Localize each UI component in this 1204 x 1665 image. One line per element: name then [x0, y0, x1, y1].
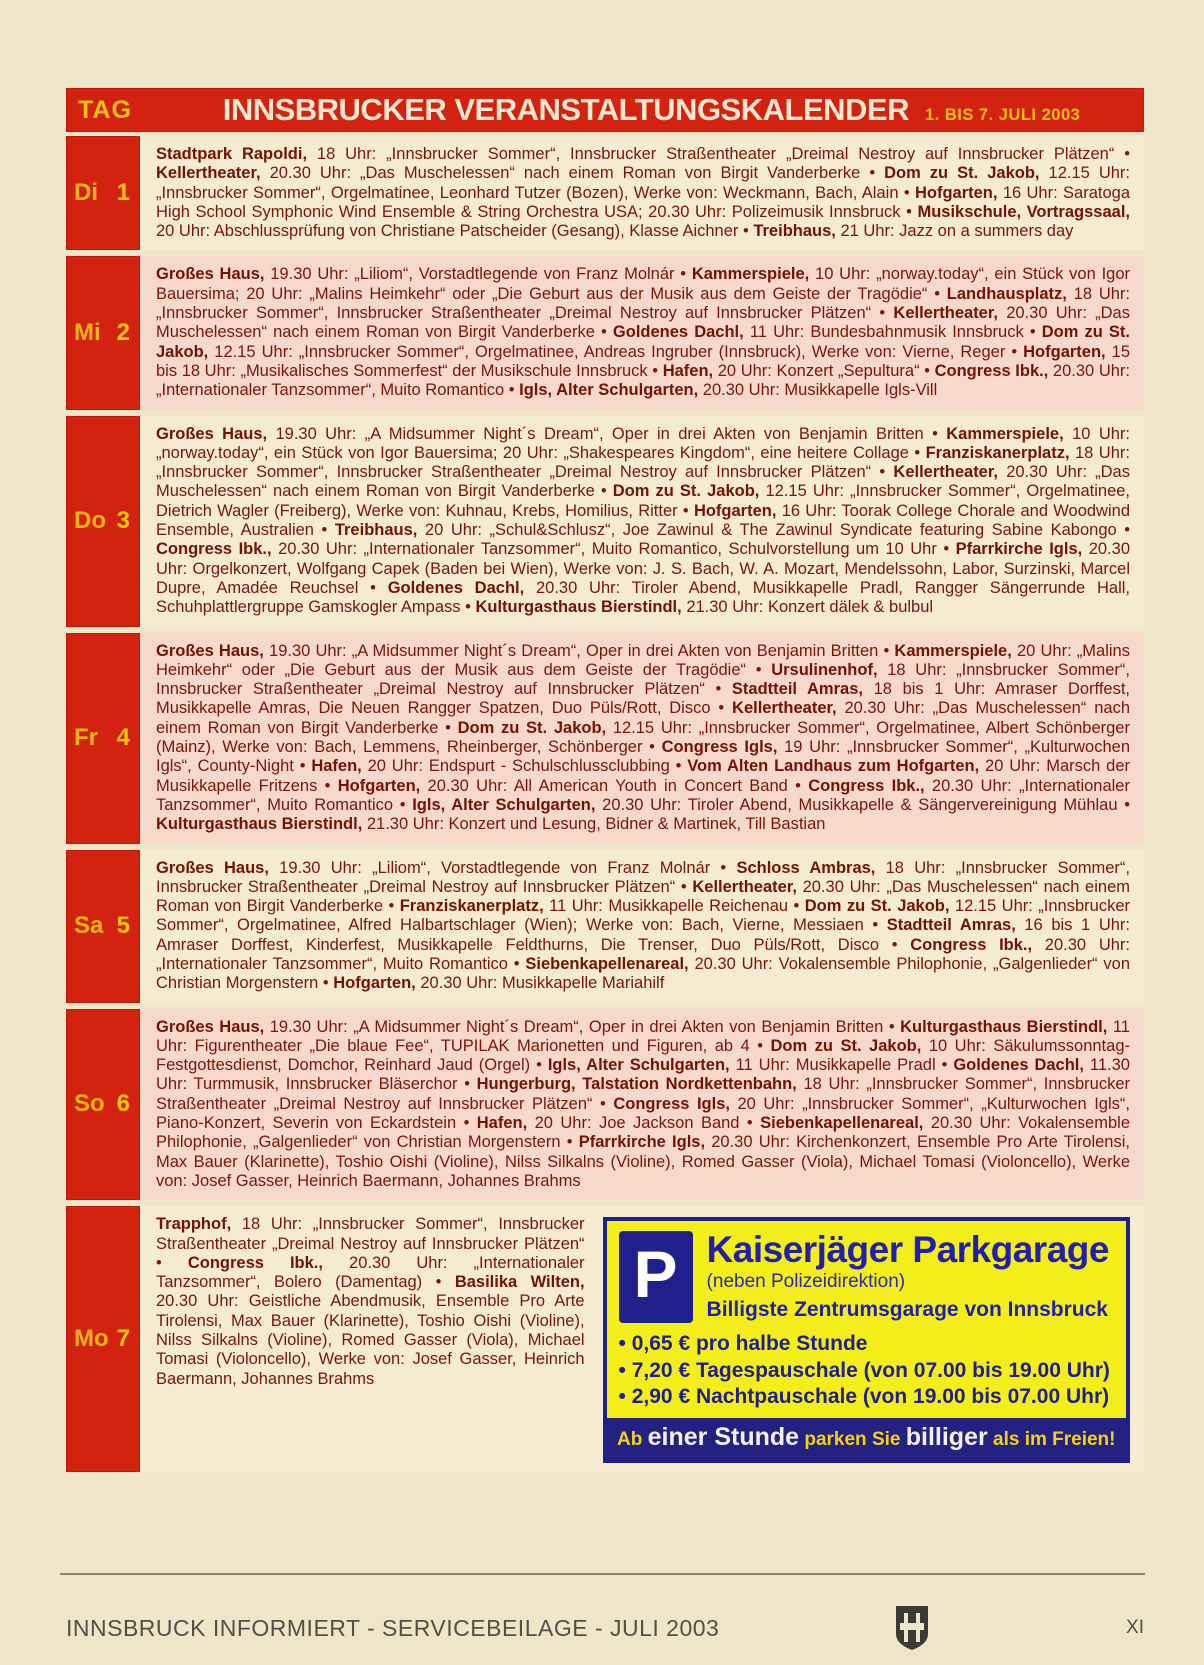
day-abbr: Sa	[74, 912, 104, 940]
footer-imprint: INNSBRUCK INFORMIERT - SERVICEBEILAGE - JULI 2003	[66, 1614, 720, 1641]
day-events	[140, 850, 1144, 1003]
day-label	[66, 256, 140, 409]
day-abbr: So	[74, 1090, 105, 1118]
day-number: 7	[116, 1325, 130, 1353]
page-title: INNSBRUCKER VERANSTALTUNGSKALENDER	[222, 92, 909, 127]
mo-row-ad-slot	[603, 1215, 1130, 1463]
day-label	[66, 136, 140, 250]
ad-banner	[607, 1418, 1126, 1459]
ad-banner-text: billiger	[905, 1423, 988, 1451]
page-footer	[66, 1573, 1144, 1665]
day-abbr: Di	[74, 179, 98, 207]
calendar-header	[66, 88, 1144, 132]
day-number: 4	[116, 724, 130, 752]
ad-subtitle: (neben Polizeidirektion)	[706, 1271, 906, 1293]
day-number: 6	[116, 1090, 130, 1118]
events-text: Großes Haus, 19.30 Uhr: „A Midsummer Night´s Dream“, Oper in drei Akten von Benjamin Britten • Kammerspiele, 20 Uhr: „Malins Heimkehr“ oder „Die Geburt aus der Musik aus dem Geiste der Tragödie“ • Ursulinenhof, 18 Uhr: „Innsbrucker Sommer“, Innsbrucker Straßentheater „Dreimal Nestroy auf Innsbrucker Plätzen“ • Stadtteil Amras, 18 bis 1 Uhr: Amraser Dorffest, Musikkapelle Amras, Die Neuen Rangger Spatzen, Duo Püls/Rott, Disco • Kellertheater, 20.30 Uhr: „Das Muschelessen“ nach einem Roman von Birgit Vanderberke • Dom zu St. Jakob, 12.15 Uhr: „Innsbrucker Sommer“, Orgelmatinee, Albert Schönberger (Mainz), Werke von: Bach, Lemmens, Rheinberger, Schönberger • Congress Igls, 19 Uhr: „Innsbrucker Sommer“, „Kulturwochen Igls“, County-Night • Hafen, 20 Uhr: Endspurt - Schulschlussclubbing • Vom Alten Landhaus zum Hofgarten, 20 Uhr: Marsch der Musikkapelle Fritzens • Hofgarten, 20.30 Uhr: All American Youth in Concert Band • Congress Ibk., 20.30 Uhr: „Internationaler Tanzsommer“, Muito Romantico • Igls, Alter Schulgarten, 20.30 Uhr: Tiroler Abend, Musikkapelle & Sängervereinigung Mühlau • Kulturgasthaus Bierstindl, 21.30 Uhr: Konzert und Lesung, Bidner & Martinek, Till Bastian	[156, 641, 1131, 834]
day-row-do	[66, 416, 1144, 627]
ad-title: Kaiserjäger Parkgarage	[706, 1229, 1109, 1271]
event-rows	[66, 136, 1144, 1472]
ad-banner-text: parken Sie	[799, 1429, 906, 1450]
innsbruck-crest-icon	[719, 1605, 1104, 1651]
day-label	[66, 1009, 140, 1201]
ad-price-line: • 7,20 € Tagespauschale (von 07.00 bis 19.00 Uhr)	[618, 1358, 1110, 1382]
day-number: 3	[116, 507, 130, 535]
day-label	[66, 416, 140, 627]
day-row-fr	[66, 633, 1144, 844]
day-number: 1	[116, 179, 130, 207]
day-abbr: Fr	[74, 724, 98, 752]
date-range: 1. BIS 7. JULI 2003	[924, 106, 1081, 124]
ad-price-line: • 2,90 € Nachtpauschale (von 19.00 bis 07.00 Uhr)	[618, 1384, 1110, 1408]
events-text: Großes Haus, 19.30 Uhr: „A Midsummer Night´s Dream“, Oper in drei Akten von Benjamin Britten • Kulturgasthaus Bierstindl, 11 Uhr: Figurentheater „Die blaue Fee“, TUPILAK Marionetten und Figuren, ab 4 • Dom zu St. Jakob, 10 Uhr: Säkulumssonntag-Festgottesdienst, Domchor, Reinhard Jaud (Orgel) • Igls, Alter Schulgarten, 11 Uhr: Musikkapelle Pradl • Goldenes Dachl, 11.30 Uhr: Turmmusik, Innsbrucker Bläserchor • Hungerburg, Talstation Nordkettenbahn, 18 Uhr: „Innsbrucker Sommer“, Innsbrucker Straßentheater „Dreimal Nestroy auf Innsbrucker Plätzen“ • Congress Igls, 20 Uhr: „Innsbrucker Sommer“, „Kulturwochen Igls“, Piano-Konzert, Severin von Eckardstein • Hafen, 20 Uhr: Joe Jackson Band • Siebenkapellenareal, 20.30 Uhr: Vokalensemble Philophonie, „Galgenlieder“ von Christian Morgenstern • Pfarrkirche Igls, 20.30 Uhr: Kirchenkonzert, Ensemble Pro Arte Tirolensi, Max Bauer (Klarinette), Toshio Oishi (Violine), Nilss Silkalns (Violine), Romed Gasser (Viola), Michael Tomasi (Violoncello), Werke von: Josef Gasser, Heinrich Baermann, Johannes Brahms	[156, 1017, 1130, 1190]
day-row-so	[66, 1009, 1144, 1201]
ad-banner-text: als im Freien!	[987, 1429, 1116, 1450]
events-text: Großes Haus, 19.30 Uhr: „Liliom“, Vorstadtlegende von Franz Molnár • Schloss Ambras, 18 Uhr: „Innsbrucker Sommer“, Innsbrucker Straßentheater „Dreimal Nestroy auf Innsbrucker Plätzen“ • Kellertheater, 20.30 Uhr: „Das Muschelessen“ nach einem Roman von Birgit Vanderberke • Franziskanerplatz, 11 Uhr: Musikkapelle Reichenau • Dom zu St. Jakob, 12.15 Uhr: „Innsbrucker Sommer“, Orgelmatinee, Alfred Halbartschlager (Wien); Werke von: Bach, Vierne, Messiaen • Stadtteil Amras, 16 bis 1 Uhr: Amraser Dorffest, Kinderfest, Musikkapelle Feldthurns, Die Trenser, Duo Püls/Rott, Disco • Congress Ibk., 20.30 Uhr: „Internationaler Tanzsommer“, Muito Romantico • Siebenkapellenareal, 20.30 Uhr: Vokalensemble Philophonie, „Galgenlieder“ von Christian Morgenstern • Hofgarten, 20.30 Uhr: Musikkapelle Mariahilf	[156, 858, 1130, 993]
ad-claim: Billigste Zentrumsgarage von Innsbruck	[706, 1298, 1108, 1322]
day-number: 5	[116, 912, 130, 940]
parking-icon: P	[619, 1231, 693, 1323]
tag-column-heading: TAG	[78, 95, 132, 124]
day-label	[66, 850, 140, 1003]
ad-banner-text: einer Stunde	[647, 1423, 800, 1451]
day-abbr: Do	[74, 507, 106, 535]
parkgarage-ad	[603, 1217, 1130, 1463]
day-events	[140, 136, 1144, 250]
footer-divider	[60, 1573, 1145, 1575]
day-abbr: Mi	[74, 319, 101, 347]
day-row-sa	[66, 850, 1144, 1003]
page-number: XI	[1126, 1617, 1144, 1638]
day-row-mi	[66, 256, 1144, 409]
day-label	[66, 633, 140, 844]
events-text: Großes Haus, 19.30 Uhr: „Liliom“, Vorstadtlegende von Franz Molnár • Kammerspiele, 10 Uhr: „norway.today“, ein Stück von Igor Bauersima; 20 Uhr: „Malins Heimkehr“ oder „Die Geburt aus der Musik aus dem Geiste der Tragödie“ • Landhausplatz, 18 Uhr: „Innsbrucker Sommer“, Innsbrucker Straßentheater „Dreimal Nestroy auf Innsbrucker Plätzen“ • Kellertheater, 20.30 Uhr: „Das Muschelessen“ nach einem Roman von Birgit Vanderberke • Goldenes Dachl, 11 Uhr: Bundesbahnmusik Innsbruck • Dom zu St. Jakob, 12.15 Uhr: „Innsbrucker Sommer“, Orgelmatinee, Andreas Ingruber (Innsbruck), Werke von: Vierne, Reger • Hofgarten, 15 bis 18 Uhr: „Musikalisches Sommerfest“ der Musikschule Innsbruck • Hafen, 20 Uhr: Konzert „Sepultura“ • Congress Ibk., 20.30 Uhr: „Internationaler Tanzsommer“, Muito Romantico • Igls, Alter Schulgarten, 20.30 Uhr: Musikkapelle Igls-Vill	[156, 265, 1131, 400]
events-text: Großes Haus, 19.30 Uhr: „A Midsummer Night´s Dream“, Oper in drei Akten von Benjamin Britten • Kammerspiele, 10 Uhr: „norway.today“, ein Stück von Igor Bauersima; 20 Uhr: „Shakespeares Kingdom“, eine heitere Collage • Franziskanerplatz, 18 Uhr: „Innsbrucker Sommer“, Innsbrucker Straßentheater „Dreimal Nestroy auf Innsbrucker Plätzen“ • Kellertheater, 20.30 Uhr: „Das Muschelessen“ nach einem Roman von Birgit Vanderberke • Dom zu St. Jakob, 12.15 Uhr: „Innsbrucker Sommer“, Orgelmatinee, Dietrich Wagler (Freiberg), Werke von: Kuhnau, Krebs, Homilius, Ritter • Hofgarten, 16 Uhr: Toorak College Chorale and Woodwind Ensemble, Australien • Treibhaus, 20 Uhr: „Schul&Schlusz“, Joe Zawinul & The Zawinul Syndicate featuring Sabine Kabongo • Congress Ibk., 20.30 Uhr: „Internationaler Tanzsommer“, Muito Romantico, Schulvorstellung um 10 Uhr • Pfarrkirche Igls, 20.30 Uhr: Orgelkonzert, Wolfgang Capek (Baden bei Wien), Werke von: J. S. Bach, W. A. Mozart, Mendelssohn, Labor, Surzinski, Marcel Dupre, Amadée Reuchsel • Goldenes Dachl, 20.30 Uhr: Tiroler Abend, Musikkapelle Pradl, Rangger Sängerrunde Hall, Schuhplattlergruppe Gamskogler Ampass • Kulturgasthaus Bierstindl, 21.30 Uhr: Konzert dälek & bulbul	[156, 424, 1131, 617]
day-events	[140, 1009, 1144, 1201]
events-text: Stadtpark Rapoldi, 18 Uhr: „Innsbrucker Sommer“, Innsbrucker Straßentheater „Dreimal Nestroy auf Innsbrucker Plätzen“ • Kellertheater, 20.30 Uhr: „Das Muschelessen“ nach einem Roman von Birgit Vanderberke • Dom zu St. Jakob, 12.15 Uhr: „Innsbrucker Sommer“, Orgelmatinee, Leonhard Tutzer (Bozen), Werke von: Weckmann, Bach, Alain • Hofgarten, 16 Uhr: Saratoga High School Symphonic Wind Ensemble & String Orchestra USA; 20.30 Uhr: Polizeimusik Innsbruck • Musikschule, Vortragssaal, 20 Uhr: Abschlussprüfung von Christiane Patscheider (Gesang), Klasse Aichner • Treibhaus, 21 Uhr: Jazz on a summers day	[156, 145, 1130, 241]
ad-banner-text: Ab	[617, 1429, 648, 1450]
day-row-mo	[66, 1206, 1144, 1472]
day-events	[140, 1206, 1144, 1472]
day-events	[140, 256, 1144, 409]
day-label	[66, 1206, 140, 1472]
day-events	[140, 633, 1144, 844]
day-abbr: Mo	[74, 1325, 109, 1353]
day-row-di	[66, 136, 1144, 250]
day-number: 2	[116, 319, 130, 347]
events-text: Trapphof, 18 Uhr: „Innsbrucker Sommer“, Innsbrucker Straßentheater „Dreimal Nestroy auf Innsbrucker Plätzen“ • Congress Ibk., 20.30 Uhr: „Internationaler Tanzsommer“, Bolero (Damentag) • Basilika Wilten, 20.30 Uhr: Geistliche Abendmusik, Ensemble Pro Arte Tirolensi, Max Bauer (Klarinette), Toshio Oishi (Violine), Nilss Silkalns (Violine), Romed Gasser (Viola), Michael Tomasi (Violoncello), Werke von: Josef Gasser, Heinrich Baermann, Johannes Brahms	[156, 1215, 585, 1388]
ad-price-line: • 0,65 € pro halbe Stunde	[618, 1332, 868, 1356]
day-events	[140, 416, 1144, 627]
